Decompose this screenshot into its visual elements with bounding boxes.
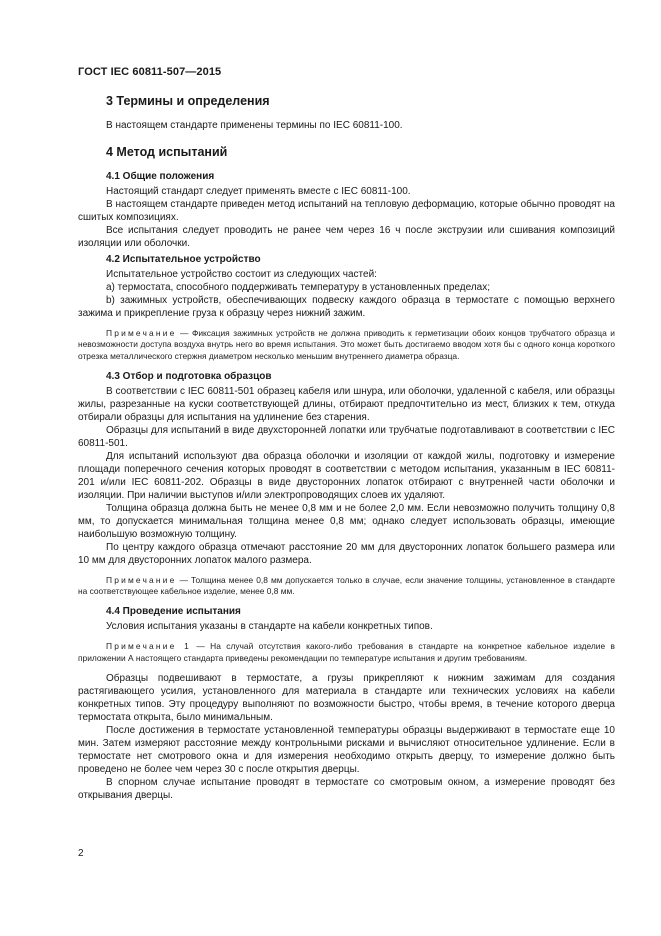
page-number: 2 <box>78 848 84 859</box>
note-label: Примечание <box>106 328 177 338</box>
section-3-title: 3 Термины и определения <box>106 94 270 108</box>
paragraph: Образцы для испытаний в виде двухсторонней лопатки или трубчатые подготавливают в соответствии с IEC 60811-501. <box>78 424 615 449</box>
list-item: а) термостата, способного поддерживать температуру в установленных пределах; <box>106 282 490 293</box>
paragraph: В спорном случае испытание проводят в термостате со смотровым окном, а измерение проводят без открывания дверцы. <box>78 777 615 802</box>
note-text: — Фиксация зажимных устройств не должна приводить к герметизации обоих концов трубчатого образца и невозможности доступа воздуха внутрь него во время испытания. Это может быть достигаемо вводом хотя бы с одного конца короткого отрезка металлического стержня диаметром несколько меньшим внутреннего диаметра образца. <box>78 328 615 361</box>
section-4-3-title: 4.3 Отбор и подготовка образцов <box>106 370 272 382</box>
paragraph: После достижения в термостате установленной температуры образцы выдерживают в термостате еще 10 мин. Затем измеряют расстояние между контрольными рисками и вычисляют относительное удлинение. Если в термостате нет смотрового окна и для измерения необходимо открыть дверцу, то измерение должно быть проведено не более чем через 30 с после открытия дверцы. <box>78 725 615 776</box>
note <box>78 641 615 664</box>
paragraph: В настоящем стандарте приведен метод испытаний на тепловую деформацию, которые обычно проводят на сшитых композициях. <box>78 199 615 223</box>
note-label: Примечание 1 <box>106 641 191 652</box>
note <box>78 575 615 598</box>
paragraph: Для испытаний используют два образца оболочки и изоляции от каждой жилы, подготовку и измерение площади поперечного сечения которых проводят в соответствии с методом испытания, указанным в IEC 60811-201 и/или IEC 60811-202. Образцы в виде двусторонних лопаток отбирают с внутренней части оболочки и изоляции. При наличии выступов и/или электропроводящих слоев их удаляют. <box>78 450 615 501</box>
paragraph: Настоящий стандарт следует применять вместе с IEC 60811-100. <box>106 186 411 197</box>
page-content <box>78 93 615 802</box>
note-text: — Толщина менее 0,8 мм допускается только в случае, если значение толщины, установленное в стандарте на соответствующее кабельное изделие, менее 0,8 мм. <box>78 574 615 597</box>
paragraph: В соответствии с IEC 60811-501 образец кабеля или шнура, или оболочки, удаленной с кабеля, или образцы жилы, разрезанные на куски соответствующей длины, отбирают предпочтительно из мест, близких к тем, откуда отбирали образцы для испытания на удлинение без старения. <box>78 385 615 423</box>
section-4-2-title: 4.2 Испытательное устройство <box>106 254 261 265</box>
note-text: — На случай отсутствия какого-либо требования в стандарте на конкретное кабельное изделие в приложении А настоящего стандарта приведены рекомендации по температуре испытания и другим требованиям. <box>78 641 615 663</box>
standard-header: ГОСТ IEC 60811-507—2015 <box>78 66 222 78</box>
section-4-title: 4 Метод испытаний <box>106 145 228 159</box>
paragraph: Все испытания следует проводить не ранее чем через 16 ч после экструзии или сшивания композиций изоляции или оболочки. <box>78 225 615 249</box>
note-label: Примечание <box>106 574 177 585</box>
list-item: b) зажимных устройств, обеспечивающих подвеску каждого образца в термостате с помощью верхнего зажима и прикрепление груза к образцу через нижний зажим. <box>78 295 615 319</box>
paragraph: Образцы подвешивают в термостате, а грузы прикрепляют к нижним зажимам для создания растягивающего усилия, установленного для материала в стандарте или технических условиях на кабели конкретных типов. Эту процедуру выполняют по возможности быстро, чтобы время, в течение которого дверца термостата открыта, было минимальным. <box>78 673 615 724</box>
paragraph: Толщина образца должна быть не менее 0,8 мм и не более 2,0 мм. Если невозможно получить толщину 0,8 мм, то допускается минимальная толщина менее 0,8 мм; однако следует использовать образцы, имеющие наибольшую возможную толщину. <box>78 502 615 540</box>
paragraph: По центру каждого образца отмечают расстояние 20 мм для двусторонних лопаток большего размера или 10 мм для двусторонних лопаток малого размера. <box>78 541 615 566</box>
section-4-1-title: 4.1 Общие положения <box>106 171 215 182</box>
section-3-paragraph: В настоящем стандарте применены термины по IEC 60811-100. <box>106 120 403 131</box>
paragraph: Условия испытания указаны в стандарте на кабели конкретных типов. <box>106 621 433 633</box>
note <box>78 328 615 362</box>
paragraph: Испытательное устройство состоит из следующих частей: <box>106 269 377 280</box>
section-4-4-title: 4.4 Проведение испытания <box>106 606 241 618</box>
